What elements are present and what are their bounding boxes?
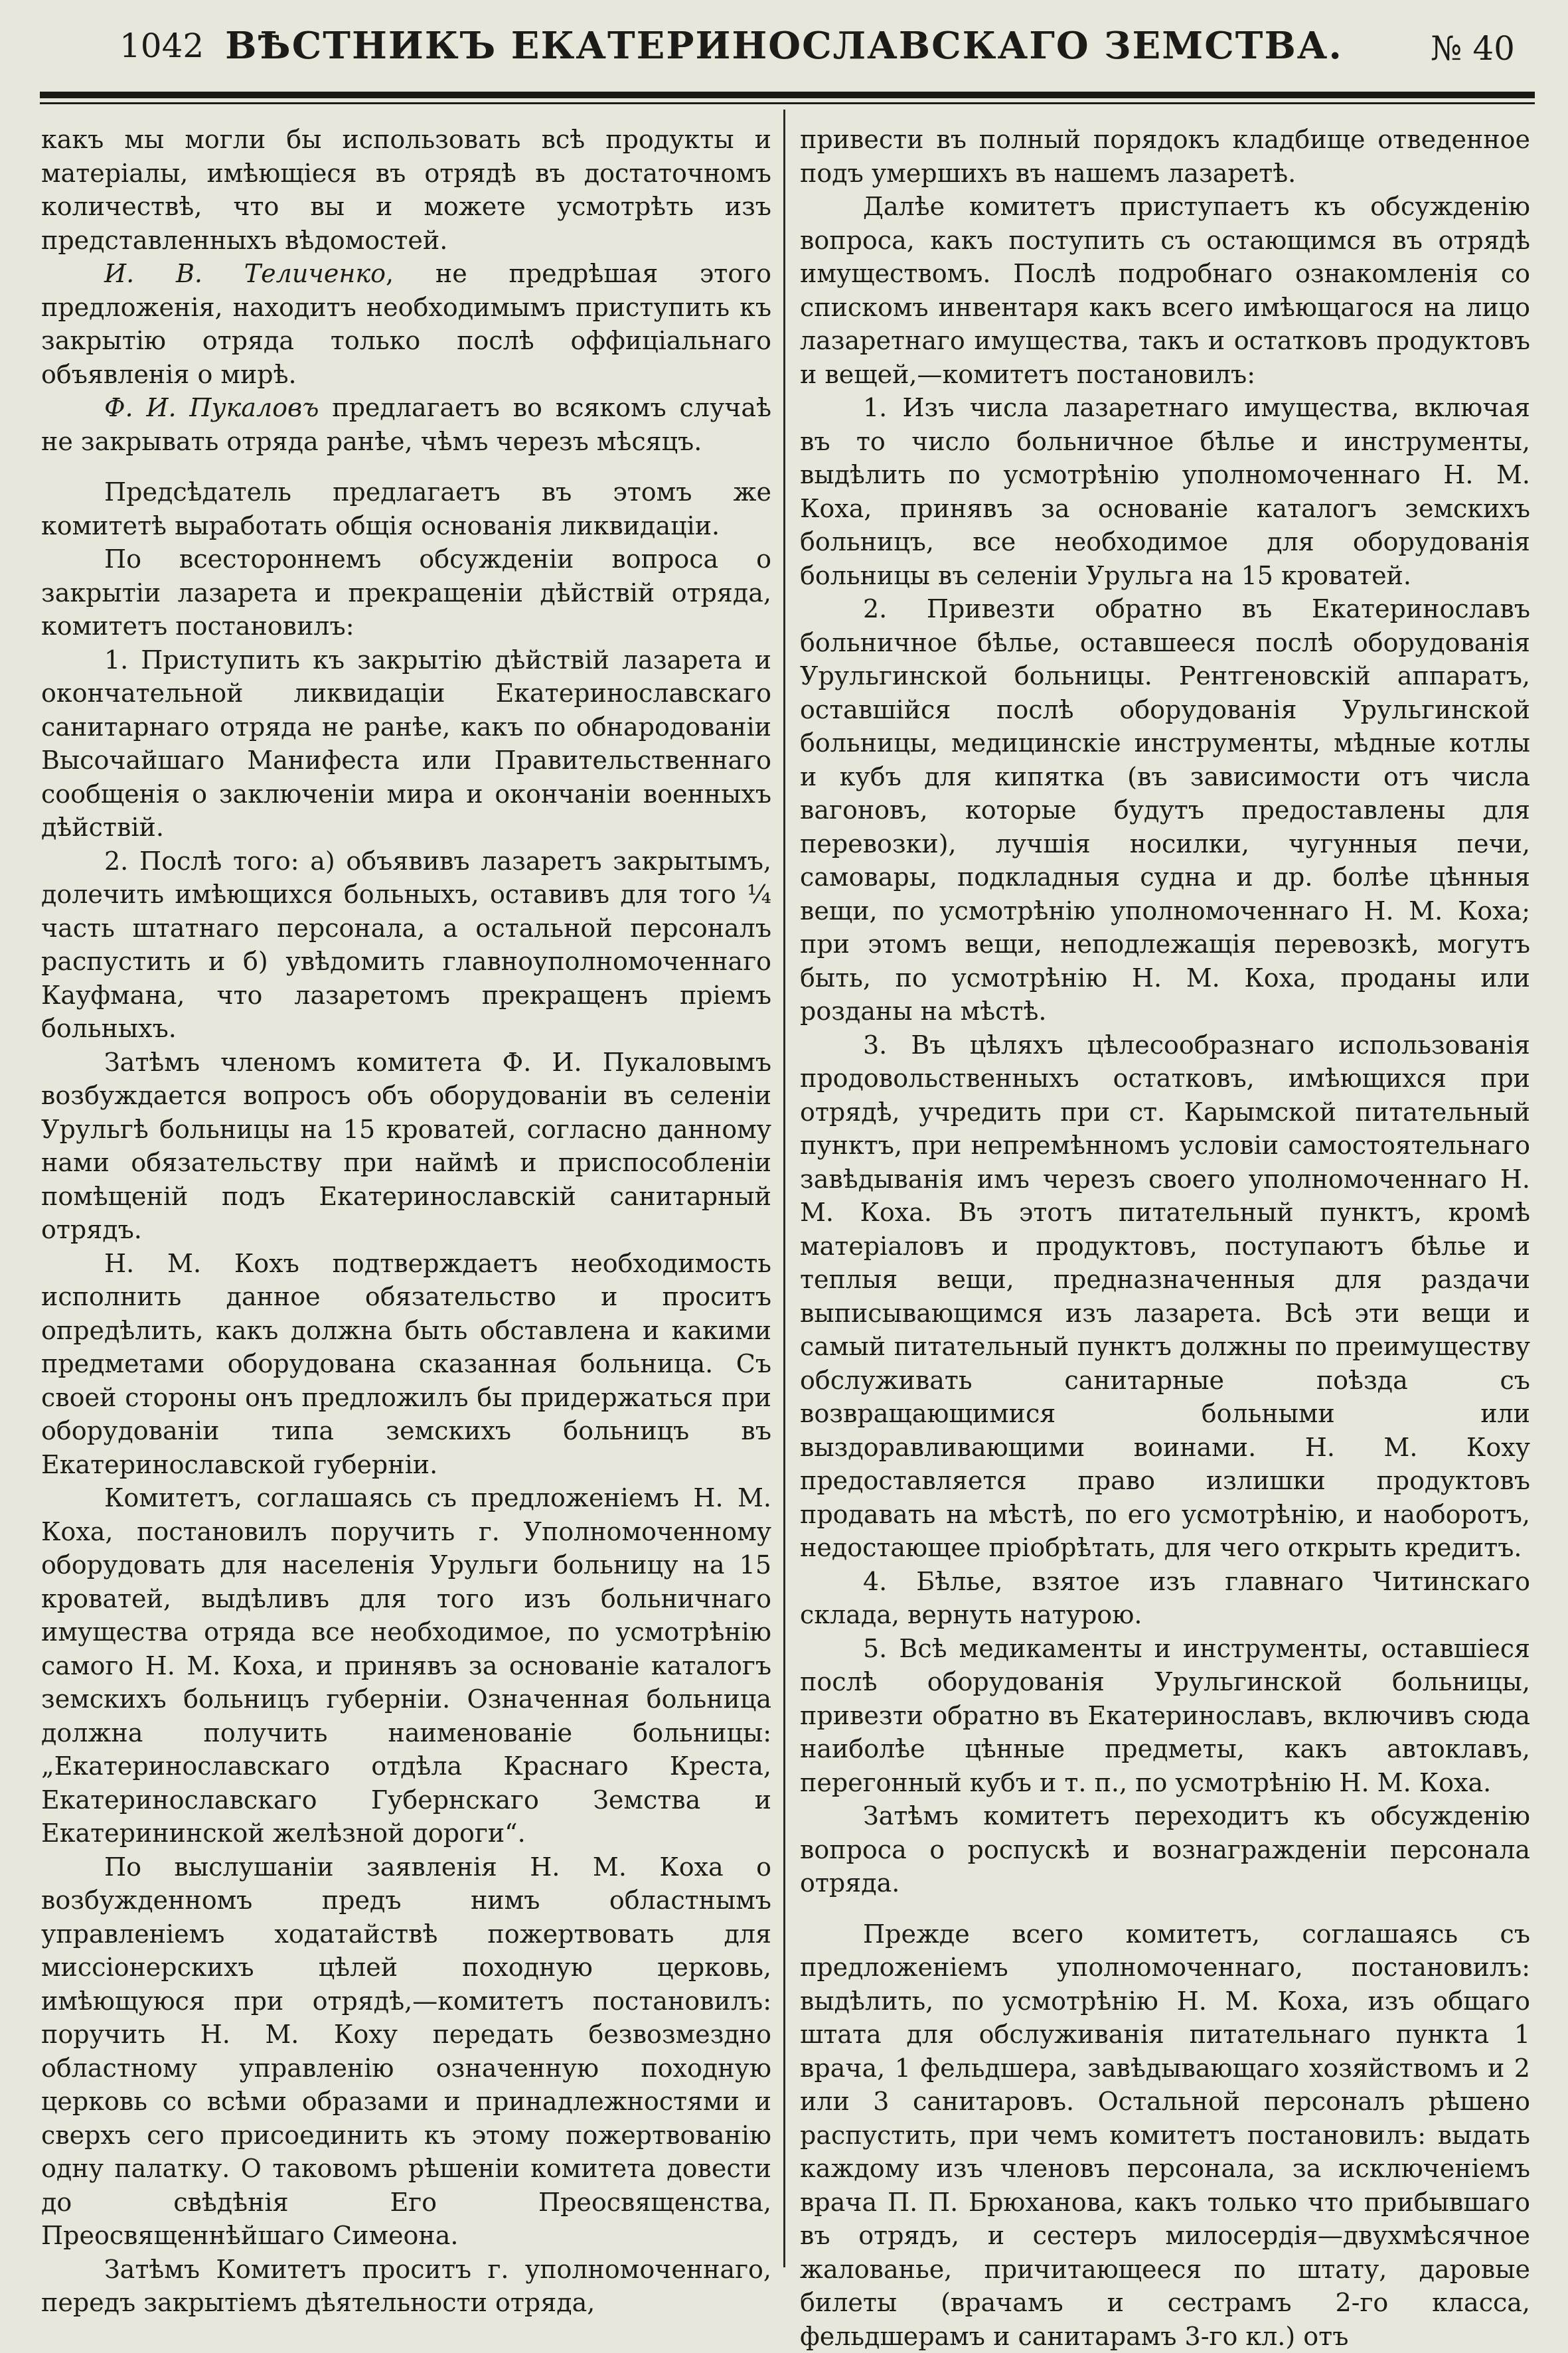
- paragraph: Затѣмъ членомъ комитета Ф. И. Пукаловымъ возбуждается вопросъ объ оборудованіи въ селеніи Урульгѣ больницы на 15 кроватей, согласно данному нами обязательству при наймѣ и приспособленіи помѣщеній подъ Екатеринославскій санитарный отрядъ.: [41, 1046, 771, 1247]
- paragraph: По выслушаніи заявленія Н. М. Коха о возбужденномъ предъ нимъ областнымъ управленіемъ ходатайствѣ пожертвовать для миссіонерскихъ цѣлей походную церковь, имѣющуюся при отрядѣ,—комитетъ постановилъ: поручить Н. М. Коху передать безвозмездно областному управленію означенную походную церковь со всѣми образами и принадлежностями и сверхъ сего присоединить къ этому пожертвованію одну палатку. О таковомъ рѣшеніи комитета довести до свѣдѣнія Его Преосвященства, Преосвященнѣйшаго Симеона.: [41, 1850, 771, 2253]
- paragraph: 2. Послѣ того: а) объявивъ лазаретъ закрытымъ, долечить имѣющихся больныхъ, оставивъ для того ¼ часть штатнаго персонала, а остальной персоналъ распустить и б) увѣдомить главноуполномоченнаго Кауфмана, что лазаретомъ прекращенъ пріемъ больныхъ.: [41, 845, 771, 1046]
- column-divider: [783, 110, 785, 2267]
- paragraph: 5. Всѣ медикаменты и инструменты, оставшіеся послѣ оборудованія Урульгинской больницы, привезти обратно въ Екатеринославъ, включивъ сюда наиболѣе цѣнные предметы, какъ автоклавъ, перегонный кубъ и т. п., по усмотрѣнію Н. М. Коха.: [800, 1632, 1530, 1800]
- header-rule-thin: [40, 102, 1535, 104]
- paragraph: привести въ полный порядокъ кладбище отведенное подъ умершихъ въ нашемъ лазаретѣ.: [800, 123, 1530, 190]
- issue-number: № 40: [1431, 29, 1515, 68]
- speaker-name: Ф. И. Пукаловъ: [104, 393, 319, 422]
- paragraph: И. В. Теличенко, не предрѣшая этого предложенія, находитъ необходимымъ приступить къ закрытію отряда только послѣ оффиціальнаго объявленія о мирѣ.: [41, 257, 771, 391]
- header-rule-thick: [40, 92, 1535, 98]
- paragraph: Комитетъ, соглашаясь съ предложеніемъ Н. М. Коха, постановилъ поручить г. Уполномоченному оборудовать для населенія Урульги больницу на 15 кроватей, выдѣливъ для того изъ больничнаго имущества отряда все необходимое, по усмотрѣнію самого Н. М. Коха, и принявъ за основаніе каталогъ земскихъ больницъ губерніи. Означенная больница должна получить наименованіе больницы: „Екатеринославскаго отдѣла Краснаго Креста, Екатеринославскаго Губернскаго Земства и Екатерининской желѣзной дороги“.: [41, 1481, 771, 1850]
- paragraph: 3. Въ цѣляхъ цѣлесообразнаго использованія продовольственныхъ остатковъ, имѣющихся при отрядѣ, учредить при ст. Карымской питательный пунктъ, при непремѣнномъ условіи самостоятельнаго завѣдыванія имъ черезъ своего уполномоченнаго Н. М. Коха. Въ этотъ питательный пунктъ, кромѣ матеріаловъ и продуктовъ, поступаютъ бѣлье и теплыя вещи, предназначенныя для раздачи выписывающимся изъ лазарета. Всѣ эти вещи и самый питательный пунктъ должны по преимуществу обслуживать санитарные поѣзда съ возвращающимися больными или выздоравливающими воинами. Н. М. Коху предоставляется право излишки продуктовъ продавать на мѣстѣ, по его усмотрѣнію, и наоборотъ, недостающее пріобрѣтать, для чего открыть кредитъ.: [800, 1028, 1530, 1565]
- paragraph: Прежде всего комитетъ, соглашаясь съ предложеніемъ уполномоченнаго, постановилъ: выдѣлить, по усмотрѣнію Н. М. Коха, изъ общаго штата для обслуживанія питательнаго пункта 1 врача, 1 фельдшера, завѣдывающаго хозяйствомъ и 2 или 3 санитаровъ. Остальной персоналъ рѣшено распустить, при чемъ комитетъ постановилъ: выдать каждому изъ членовъ персонала, за исключеніемъ врача П. П. Брюханова, какъ только что прибывшаго въ отрядъ, и сестеръ милосердія—двухмѣсячное жалованье, причитающееся по штату, даровые билеты (врачамъ и сестрамъ 2-го класса, фельдшерамъ и санитарамъ 3-го кл.) отъ: [800, 1917, 1530, 2353]
- left-column: [41, 123, 771, 2320]
- paragraph: 4. Бѣлье, взятое изъ главнаго Читинскаго склада, вернуть натурою.: [800, 1565, 1530, 1632]
- paragraph: Далѣе комитетъ приступаетъ къ обсужденію вопроса, какъ поступить съ остающимся въ отрядѣ имуществомъ. Послѣ подробнаго ознакомленія со спискомъ инвентаря какъ всего имѣющагося на лицо лазаретнаго имущества, такъ и остатковъ продуктовъ и вещей,—комитетъ постановилъ:: [800, 190, 1530, 391]
- paragraph: 1. Изъ числа лазаретнаго имущества, включая въ то число больничное бѣлье и инструменты, выдѣлить по усмотрѣнію уполномоченнаго Н. М. Коха, принявъ за основаніе каталогъ земскихъ больницъ, все необходимое для оборудованія больницы въ селеніи Урульга на 15 кроватей.: [800, 391, 1530, 592]
- page-number: 1042: [119, 27, 204, 65]
- paragraph: Затѣмъ комитетъ переходитъ къ обсужденію вопроса о роспускѣ и вознагражденіи персонала отряда.: [800, 1799, 1530, 1900]
- paragraph: Н. М. Кохъ подтверждаетъ необходимость исполнить данное обязательство и проситъ опредѣлить, какъ должна быть обставлена и какими предметами оборудована сказанная больница. Съ своей стороны онъ предложилъ бы придержаться при оборудованіи типа земскихъ больницъ въ Екатеринославской губерніи.: [41, 1247, 771, 1482]
- paragraph: Затѣмъ Комитетъ проситъ г. уполномоченнаго, передъ закрытіемъ дѣятельности отряда,: [41, 2253, 771, 2320]
- speaker-name: И. В. Теличенко: [104, 259, 386, 288]
- paragraph: Предсѣдатель предлагаетъ въ этомъ же комитетѣ выработать общія основанія ликвидаціи.: [41, 475, 771, 542]
- paragraph: По всестороннемъ обсужденіи вопроса о закрытіи лазарета и прекращеніи дѣйствій отряда, комитетъ постановилъ:: [41, 542, 771, 643]
- paragraph: какъ мы могли бы использовать всѣ продукты и матеріалы, имѣющіеся въ отрядѣ въ достаточномъ количествѣ, что вы и можете усмотрѣть изъ представленныхъ вѣдомостей.: [41, 123, 771, 257]
- page-header: [40, 15, 1528, 74]
- paragraph: 2. Привезти обратно въ Екатеринославъ больничное бѣлье, оставшееся послѣ оборудованія Урульгинской больницы. Рентгеновскій аппаратъ, оставшійся послѣ оборудованія Урульгинской больницы, медицинскіе инструменты, мѣдные котлы и кубъ для кипятка (въ зависимости отъ числа вагоновъ, которые будутъ предоставлены для перевозки), лучшія носилки, чугунныя печи, самовары, подкладныя судна и др. болѣе цѣнныя вещи, по усмотрѣнію уполномоченнаго Н. М. Коха; при этомъ вещи, неподлежащія перевозкѣ, могутъ быть, по усмотрѣнію Н. М. Коха, проданы или розданы на мѣстѣ.: [800, 592, 1530, 1028]
- paragraph: Ф. И. Пукаловъ предлагаетъ во всякомъ случаѣ не закрывать отряда ранѣе, чѣмъ черезъ мѣсяцъ.: [41, 391, 771, 458]
- journal-title: ВѢСТНИКЪ ЕКАТЕРИНОСЛАВСКАГО ЗЕМСТВА.: [40, 24, 1528, 68]
- right-column: [800, 123, 1530, 2353]
- paragraph: 1. Приступить къ закрытію дѣйствій лазарета и окончательной ликвидаціи Екатеринославскаго санитарнаго отряда не ранѣе, какъ по обнародованіи Высочайшаго Манифеста или Правительственнаго сообщенія о заключеніи мира и окончаніи военныхъ дѣйствій.: [41, 643, 771, 845]
